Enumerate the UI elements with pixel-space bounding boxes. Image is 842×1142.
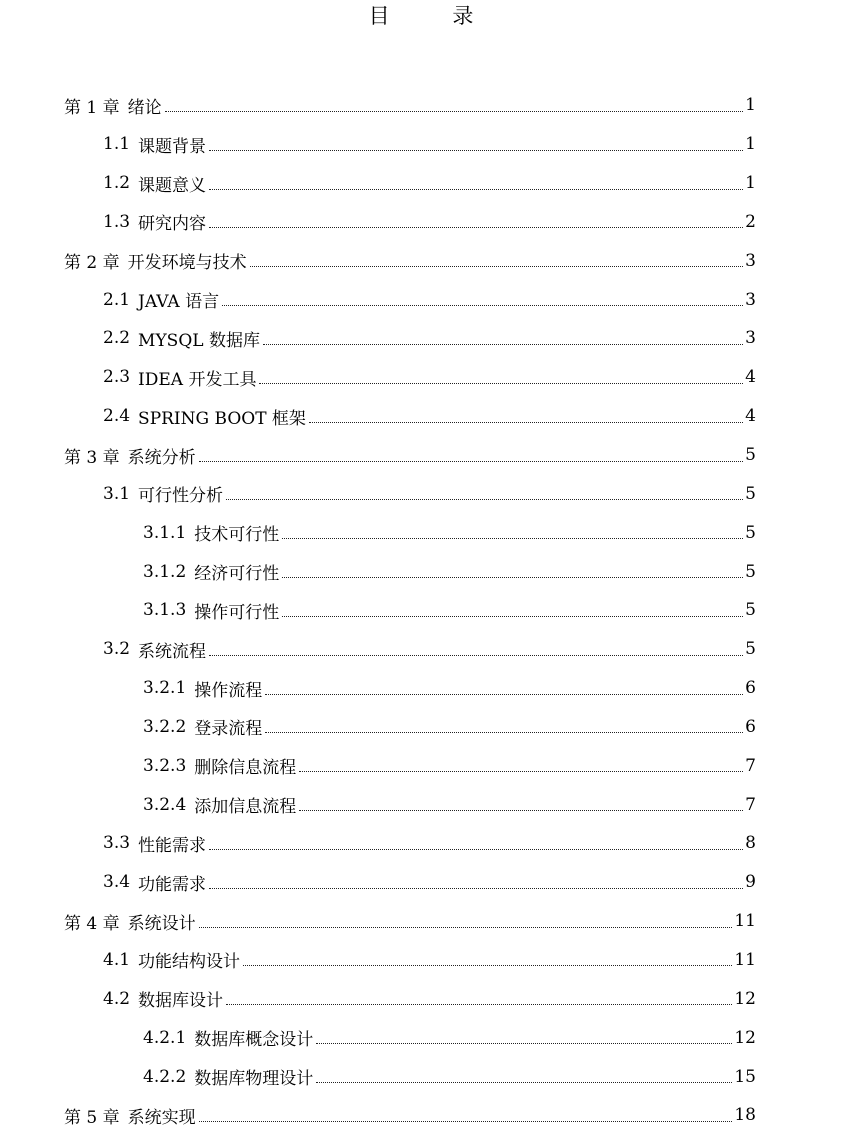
toc-dot-leader <box>209 189 743 190</box>
toc-page-number: 7 <box>745 794 756 815</box>
toc-page-number: 4 <box>745 367 756 388</box>
toc-page-number: 12 <box>734 988 756 1009</box>
toc-entry-number: 3.1.2 <box>143 561 187 582</box>
toc-dot-leader <box>316 1043 732 1044</box>
toc-page-number: 6 <box>745 678 756 699</box>
toc-entry[interactable] <box>0 1096 842 1135</box>
toc-page-number: 11 <box>734 911 756 932</box>
toc-page-number: 8 <box>745 833 756 854</box>
toc-page-number: 2 <box>745 211 756 232</box>
toc-entry[interactable] <box>0 979 842 1018</box>
toc-dot-leader <box>209 227 743 228</box>
toc-dot-leader <box>316 1082 732 1083</box>
toc-entry[interactable] <box>0 319 842 358</box>
toc-entry-title: 技术可行性 <box>194 525 280 546</box>
toc-dot-leader <box>226 499 743 500</box>
toc-entry-title: MYSQL 数据库 <box>138 330 260 351</box>
toc-entry[interactable] <box>0 630 842 669</box>
toc-entry-title: 操作流程 <box>194 680 263 701</box>
toc-entry[interactable] <box>0 1057 842 1096</box>
toc-entry[interactable] <box>0 164 842 203</box>
toc-page-number: 18 <box>734 1105 756 1126</box>
toc-dot-leader <box>209 849 743 850</box>
toc-entry-title: 系统设计 <box>127 913 196 934</box>
toc-dot-leader <box>199 461 744 462</box>
toc-dot-leader <box>222 305 743 306</box>
toc-entry[interactable] <box>0 902 842 941</box>
toc-entry-title: 功能结构设计 <box>138 952 241 973</box>
toc-entry-number: 3.4 <box>103 872 131 893</box>
toc-entry[interactable] <box>0 552 842 591</box>
toc-dot-leader <box>209 150 743 151</box>
toc-entry-number: 1.3 <box>103 211 131 232</box>
toc-entry-number: 2.3 <box>103 367 131 388</box>
toc-entry-number: 3.2.3 <box>143 755 187 776</box>
toc-entry-title: 开发环境与技术 <box>127 253 247 274</box>
toc-entry-title: 操作可行性 <box>194 602 280 623</box>
toc-page-number: 6 <box>745 716 756 737</box>
toc-dot-leader <box>282 616 743 617</box>
toc-page-number: 5 <box>745 600 756 621</box>
toc-page-number: 3 <box>745 289 756 310</box>
toc-entry-title: 绪论 <box>127 97 162 118</box>
toc-dot-leader <box>263 344 743 345</box>
toc-page-number: 5 <box>745 445 756 466</box>
toc-entry-number: 3.1.1 <box>143 522 187 543</box>
toc-page-number: 9 <box>745 872 756 893</box>
toc-entry-title: 功能需求 <box>138 874 207 895</box>
toc-entry[interactable] <box>0 941 842 980</box>
toc-entry-number: 2.1 <box>103 289 131 310</box>
toc-entry-number: 4.2.2 <box>143 1066 187 1087</box>
toc-entry-number: 4.1 <box>103 949 131 970</box>
toc-entry[interactable] <box>0 436 842 475</box>
toc-page-number: 4 <box>745 406 756 427</box>
toc-entry-number: 第 4 章 <box>64 913 120 934</box>
toc-entry[interactable] <box>0 241 842 280</box>
toc-entry-title: 数据库设计 <box>138 991 224 1012</box>
toc-entry-title: 数据库概念设计 <box>194 1030 314 1051</box>
toc-entry[interactable] <box>0 746 842 785</box>
toc-dot-leader <box>309 422 743 423</box>
toc-entry[interactable] <box>0 358 842 397</box>
toc-entry-number: 第 3 章 <box>64 447 120 468</box>
toc-dot-leader <box>209 655 743 656</box>
toc-page-number: 3 <box>745 328 756 349</box>
toc-entry[interactable] <box>0 708 842 747</box>
toc-entry-title: 删除信息流程 <box>194 758 297 779</box>
toc-dot-leader <box>299 771 743 772</box>
toc-page-number: 5 <box>745 483 756 504</box>
toc-entry-number: 3.3 <box>103 833 131 854</box>
toc-dot-leader <box>199 927 733 928</box>
toc-entry[interactable] <box>0 513 842 552</box>
toc-entry-number: 1.2 <box>103 173 131 194</box>
toc-dot-leader <box>250 266 744 267</box>
toc-entry-number: 2.2 <box>103 328 131 349</box>
toc-entry[interactable] <box>0 125 842 164</box>
toc-entry-number: 3.2 <box>103 639 131 660</box>
toc-entry-title: 可行性分析 <box>138 486 224 507</box>
toc-entry-title: 研究内容 <box>138 214 207 235</box>
toc-entry-number: 第 1 章 <box>64 97 120 118</box>
toc-entry[interactable] <box>0 86 842 125</box>
toc-dot-leader <box>226 1004 732 1005</box>
toc-entry[interactable] <box>0 474 842 513</box>
toc-entry-title: 经济可行性 <box>194 564 280 585</box>
toc-page-number: 1 <box>745 95 756 116</box>
toc-entry[interactable] <box>0 824 842 863</box>
toc-entry[interactable] <box>0 863 842 902</box>
toc-dot-leader <box>209 888 743 889</box>
toc-entry[interactable] <box>0 1018 842 1057</box>
toc-page-number: 5 <box>745 561 756 582</box>
toc-entry-number: 3.1 <box>103 483 131 504</box>
toc-entry-number: 3.1.3 <box>143 600 187 621</box>
toc-entry-title: 添加信息流程 <box>194 797 297 818</box>
toc-dot-leader <box>265 694 743 695</box>
toc-dot-leader <box>165 111 744 112</box>
toc-entry[interactable] <box>0 591 842 630</box>
toc-entry-title: 性能需求 <box>138 835 207 856</box>
toc-entry-title: SPRING BOOT 框架 <box>138 408 306 429</box>
toc-dot-leader <box>259 383 743 384</box>
toc-entry[interactable] <box>0 203 842 242</box>
toc-page-number: 3 <box>745 250 756 271</box>
toc-dot-leader <box>199 1121 733 1122</box>
page-title: 目 录 <box>368 4 502 28</box>
toc-dot-leader <box>282 538 743 539</box>
toc-page-number: 11 <box>734 949 756 970</box>
toc-dot-leader <box>265 732 743 733</box>
toc-page-number: 15 <box>734 1066 756 1087</box>
toc-page-number: 1 <box>745 173 756 194</box>
toc-entry-number: 2.4 <box>103 406 131 427</box>
toc-entry-title: 课题背景 <box>138 136 207 157</box>
toc-entry-number: 3.2.4 <box>143 794 187 815</box>
toc-entry[interactable] <box>0 669 842 708</box>
table-of-contents <box>0 86 842 1135</box>
toc-entry-title: IDEA 开发工具 <box>138 369 257 390</box>
toc-entry-number: 4.2 <box>103 988 131 1009</box>
toc-entry-title: 系统流程 <box>138 641 207 662</box>
toc-entry-number: 3.2.2 <box>143 716 187 737</box>
toc-entry-title: 系统分析 <box>127 447 196 468</box>
toc-page-number: 5 <box>745 522 756 543</box>
toc-dot-leader <box>299 810 743 811</box>
toc-page-number: 7 <box>745 755 756 776</box>
toc-entry-number: 第 5 章 <box>64 1107 120 1128</box>
toc-entry-number: 3.2.1 <box>143 678 187 699</box>
toc-entry[interactable] <box>0 397 842 436</box>
toc-page-number: 12 <box>734 1027 756 1048</box>
toc-entry-number: 4.2.1 <box>143 1027 187 1048</box>
toc-page-number: 1 <box>745 134 756 155</box>
toc-entry-title: 数据库物理设计 <box>194 1069 314 1090</box>
toc-entry[interactable] <box>0 280 842 319</box>
toc-entry[interactable] <box>0 785 842 824</box>
toc-dot-leader <box>282 577 743 578</box>
toc-entry-title: 系统实现 <box>127 1107 196 1128</box>
toc-entry-title: JAVA 语言 <box>138 292 220 313</box>
toc-page-number: 5 <box>745 639 756 660</box>
toc-entry-title: 课题意义 <box>138 175 207 196</box>
toc-entry-number: 1.1 <box>103 134 131 155</box>
toc-entry-title: 登录流程 <box>194 719 263 740</box>
toc-entry-number: 第 2 章 <box>64 253 120 274</box>
toc-dot-leader <box>243 965 732 966</box>
